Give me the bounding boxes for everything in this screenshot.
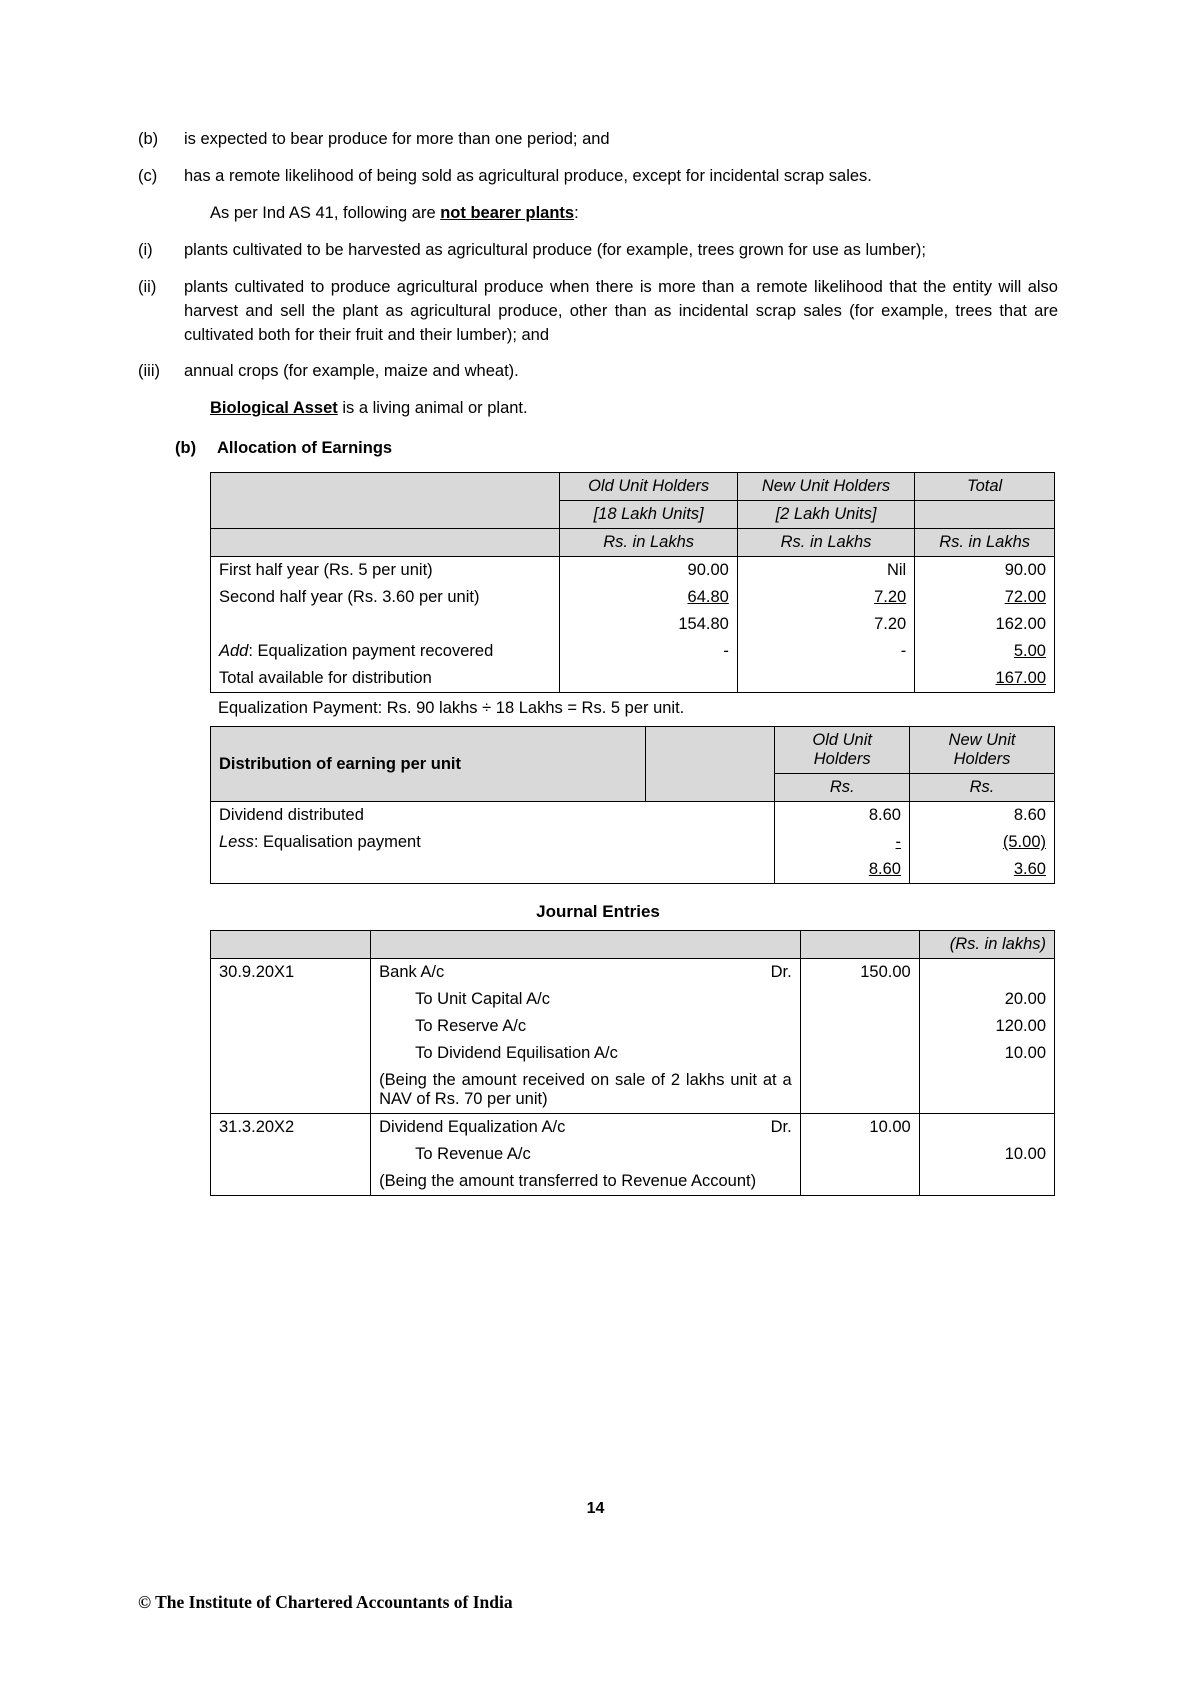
row-new	[910, 856, 1055, 884]
entry-particulars: To Revenue A/c	[371, 1141, 801, 1168]
as-per-prefix: As per Ind AS 41, following are	[210, 203, 441, 222]
dr-marker: Dr.	[770, 963, 792, 982]
row-total-value: 72.00	[1004, 588, 1046, 607]
entry-date: 30.9.20X1	[211, 959, 371, 1114]
row-label: Dividend distributed	[211, 802, 775, 830]
entry-credit: 120.00	[919, 1013, 1054, 1040]
row-new: 8.60	[910, 802, 1055, 830]
units-old: [18 Lakh Units]	[560, 501, 737, 529]
row-new: 7.20	[737, 611, 914, 638]
row-total: 162.00	[915, 611, 1055, 638]
list-text: has a remote likelihood of being sold as agricultural produce, except for incidental scrap sales.	[184, 166, 872, 185]
row-total	[915, 638, 1055, 665]
row-new-value: (5.00)	[1002, 833, 1046, 852]
entry-credit	[919, 959, 1054, 987]
row-new-value: 3.60	[1013, 860, 1046, 879]
entry-date: 31.3.20X2	[211, 1114, 371, 1196]
table-row	[211, 473, 1055, 501]
entry-credit	[919, 1114, 1054, 1142]
section-heading	[175, 439, 1058, 458]
entry-debit	[800, 1013, 919, 1040]
header-total: Total	[915, 473, 1055, 501]
currency-total: Rs. in Lakhs	[915, 529, 1055, 557]
equalization-payment-note: Equalization Payment: Rs. 90 lakhs ÷ 18 Lakhs = Rs. 5 per unit.	[218, 699, 685, 718]
header-new-unit-holders: New Unit Holders	[737, 473, 914, 501]
header-old-unit-holders: Old Unit Holders	[775, 727, 910, 774]
as-per-suffix: :	[574, 203, 579, 222]
header-blank-date	[211, 931, 371, 959]
table-row	[211, 829, 1055, 856]
copyright-footer: © The Institute of Chartered Accountants of India	[138, 1592, 513, 1612]
row-old	[560, 584, 737, 611]
entry-credit: 10.00	[919, 1040, 1054, 1067]
row-old: 154.80	[560, 611, 737, 638]
list-text: annual crops (for example, maize and wheat).	[184, 362, 519, 381]
units-total	[915, 501, 1055, 529]
entry-particulars	[371, 959, 801, 987]
row-old: 90.00	[560, 557, 737, 585]
row-old	[560, 665, 737, 693]
row-label: Second half year (Rs. 3.60 per unit)	[211, 584, 560, 611]
section-title: Allocation of Earnings	[217, 439, 393, 458]
header-new-unit-holders: New Unit Holders	[910, 727, 1055, 774]
entry-narration: (Being the amount transferred to Revenue Account)	[371, 1168, 801, 1196]
row-old: -	[560, 638, 737, 665]
row-old-value: 64.80	[687, 588, 729, 607]
units-new: [2 Lakh Units]	[737, 501, 914, 529]
list-marker: (c)	[138, 166, 158, 185]
currency-old: Rs.	[775, 774, 910, 802]
row-old: 8.60	[775, 802, 910, 830]
entry-particulars	[371, 1114, 801, 1142]
row-total-value: 167.00	[995, 669, 1046, 688]
row-total-value: 5.00	[1013, 642, 1046, 661]
row-label-italic: Less	[219, 833, 254, 852]
currency-new: Rs. in Lakhs	[737, 529, 914, 557]
table-row	[211, 959, 1055, 987]
currency-blank	[211, 529, 560, 557]
row-total	[915, 665, 1055, 693]
table-row	[211, 802, 1055, 830]
entry-debit	[800, 986, 919, 1013]
header-amount-unit: (Rs. in lakhs)	[919, 931, 1054, 959]
dr-marker: Dr.	[770, 1118, 792, 1137]
table-row	[211, 727, 1055, 774]
header-blank-particulars	[371, 931, 801, 959]
row-total	[915, 584, 1055, 611]
biological-asset-term: Biological Asset	[210, 399, 338, 418]
entry-debit: 10.00	[800, 1114, 919, 1142]
page-content	[138, 128, 1058, 1196]
row-old-value: -	[895, 833, 901, 852]
row-label: Total available for distribution	[211, 665, 560, 693]
entry-particulars: To Reserve A/c	[371, 1013, 801, 1040]
currency-new: Rs.	[910, 774, 1055, 802]
spacer-cell	[645, 727, 774, 802]
row-old	[775, 829, 910, 856]
entry-debit	[800, 1067, 919, 1114]
page-number: 14	[586, 1500, 605, 1517]
table-row	[211, 1114, 1055, 1142]
biological-asset-line	[210, 397, 1058, 421]
currency-old: Rs. in Lakhs	[560, 529, 737, 557]
row-new: -	[737, 638, 914, 665]
as-per-line	[210, 202, 1058, 226]
entry-debit	[800, 1040, 919, 1067]
row-new	[737, 584, 914, 611]
biological-asset-definition: is a living animal or plant.	[337, 399, 528, 418]
row-total: 90.00	[915, 557, 1055, 585]
entry-narration: (Being the amount received on sale of 2 lakhs unit at a NAV of Rs. 70 per unit)	[371, 1067, 801, 1114]
row-label-italic: Add	[219, 642, 249, 661]
header-old-unit-holders: Old Unit Holders	[560, 473, 737, 501]
entry-credit: 20.00	[919, 986, 1054, 1013]
as-per-emphasis: not bearer plants	[440, 203, 575, 222]
journal-entries-table	[210, 930, 1055, 1196]
list-text: is expected to bear produce for more than one period; and	[184, 130, 610, 148]
row-new-value: 7.20	[874, 588, 907, 607]
entry-particulars: To Dividend Equilisation A/c	[371, 1040, 801, 1067]
list-text: plants cultivated to produce agricultural produce when there is more than a remote likelihood that the entity will also harvest and sell the plant as agricultural produce, other than as incidental scrap sales (for example, trees that are cultivated both for their fruit and their lumber); and	[184, 277, 1058, 344]
entry-credit	[919, 1168, 1054, 1196]
table-row	[211, 665, 1055, 693]
list-marker: (b)	[138, 130, 159, 148]
section-marker: (b)	[175, 439, 197, 458]
row-label	[211, 611, 560, 638]
row-label-rest: : Equalisation payment	[253, 833, 421, 852]
list-marker: (i)	[138, 240, 153, 259]
list-marker: (iii)	[138, 362, 160, 381]
table-row	[211, 557, 1055, 585]
list-item	[138, 128, 1058, 152]
list-item	[138, 276, 1058, 348]
header-blank	[211, 473, 560, 529]
header-blank-debit	[800, 931, 919, 959]
table-row	[211, 584, 1055, 611]
list-text: plants cultivated to be harvested as agricultural produce (for example, trees grown for use as lumber);	[184, 240, 926, 259]
entry-credit	[919, 1067, 1054, 1114]
row-label	[211, 856, 775, 884]
list-marker: (ii)	[138, 277, 157, 296]
allocation-of-earnings-table	[210, 472, 1055, 693]
list-item	[138, 239, 1058, 263]
entry-debit	[800, 1141, 919, 1168]
row-label	[211, 829, 775, 856]
row-label-rest: : Equalization payment recovered	[248, 642, 494, 661]
row-label: First half year (Rs. 5 per unit)	[211, 557, 560, 585]
journal-entries-title: Journal Entries	[536, 902, 660, 922]
table-row	[211, 931, 1055, 959]
row-label	[211, 638, 560, 665]
row-new: Nil	[737, 557, 914, 585]
particulars-text: Dividend Equalization A/c	[379, 1118, 566, 1137]
row-new	[910, 829, 1055, 856]
entry-credit: 10.00	[919, 1141, 1054, 1168]
table-row	[211, 638, 1055, 665]
row-old	[775, 856, 910, 884]
distribution-per-unit-table	[210, 726, 1055, 884]
row-old-value: 8.60	[868, 860, 901, 879]
entry-debit: 150.00	[800, 959, 919, 987]
table-row	[211, 611, 1055, 638]
list-item	[138, 165, 1058, 189]
entry-debit	[800, 1168, 919, 1196]
row-new	[737, 665, 914, 693]
list-item	[138, 360, 1058, 384]
particulars-text: Bank A/c	[379, 963, 445, 982]
table-row	[211, 529, 1055, 557]
entry-particulars: To Unit Capital A/c	[371, 986, 801, 1013]
table-row	[211, 856, 1055, 884]
distribution-title: Distribution of earning per unit	[211, 727, 646, 802]
